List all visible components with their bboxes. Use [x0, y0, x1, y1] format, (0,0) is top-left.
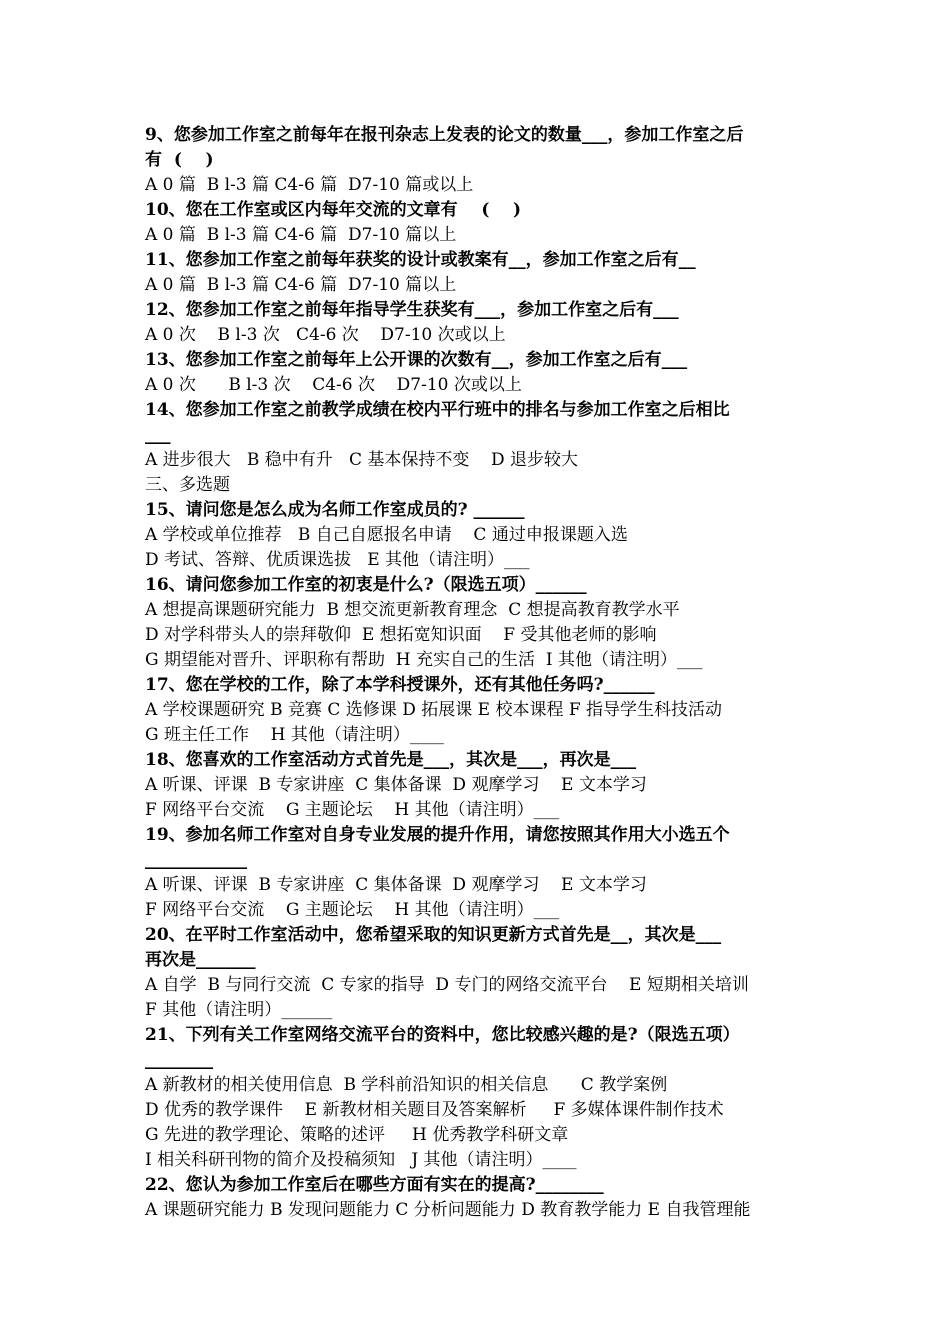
option-line: A 自学 B 与同行交流 C 专家的指导 D 专门的网络交流平台 E 短期相关培训 [145, 975, 749, 995]
question-line: 17、您在学校的工作，除了本学科授课外，还有其他任务吗?______ [145, 675, 655, 695]
question-line: ________ [145, 1050, 213, 1070]
question-line: 13、您参加工作室之前每年上公开课的次数有__，参加工作室之后有___ [145, 350, 688, 370]
option-line: A 0 篇 B l-3 篇 C4-6 篇 D7-10 篇以上 [145, 225, 457, 245]
option-line: A 课题研究能力 B 发现问题能力 C 分析问题能力 D 教育教学能力 E 自我管理能 [145, 1200, 751, 1220]
option-line: A 进步很大 B 稳中有升 C 基本保持不变 D 退步较大 [145, 450, 579, 470]
question-line: 有 ( ) [145, 150, 214, 170]
option-line: A 想提高课题研究能力 B 想交流更新教育理念 C 想提高教育教学水平 [145, 600, 680, 620]
option-line: A 学校课题研究 B 竞赛 C 选修课 D 拓展课 E 校本课程 F 指导学生科技活动 [145, 700, 723, 720]
option-line: G 期望能对晋升、评职称有帮助 H 充实自己的生活 I 其他（请注明）___ [145, 650, 703, 670]
question-line: 12、您参加工作室之前每年指导学生获奖有___，参加工作室之后有___ [145, 300, 679, 320]
question-line: 21、下列有关工作室网络交流平台的资料中，您比较感兴趣的是?（限选五项） [145, 1025, 740, 1045]
question-line: 11、您参加工作室之前每年获奖的设计或教案有__，参加工作室之后有__ [145, 250, 696, 270]
question-line: 再次是_______ [145, 950, 256, 970]
option-line: F 其他（请注明）______ [145, 1000, 333, 1020]
question-line: 15、请问您是怎么成为名师工作室成员的? ______ [145, 500, 525, 520]
question-line: 9、您参加工作室之前每年在报刊杂志上发表的论文的数量___，参加工作室之后 [145, 125, 744, 145]
option-line: A 0 篇 B l-3 篇 C4-6 篇 D7-10 篇以上 [145, 275, 457, 295]
question-line: ____________ [145, 850, 247, 870]
question-line: 20、在平时工作室活动中，您希望采取的知识更新方式首先是__，其次是___ [145, 925, 722, 945]
option-line: D 对学科带头人的崇拜敬仰 E 想拓宽知识面 F 受其他老师的影响 [145, 625, 657, 645]
option-line: 三、多选题 [145, 475, 230, 495]
question-line: 10、您在工作室或区内每年交流的文章有 ( ) [145, 200, 522, 220]
option-line: A 听课、评课 B 专家讲座 C 集体备课 D 观摩学习 E 文本学习 [145, 875, 647, 895]
option-line: A 0 次 B l-3 次 C4-6 次 D7-10 次或以上 [145, 375, 522, 395]
option-line: A 新教材的相关使用信息 B 学科前沿知识的相关信息 C 教学案例 [145, 1075, 668, 1095]
option-line: A 学校或单位推荐 B 自己自愿报名申请 C 通过申报课题入选 [145, 525, 628, 545]
question-line: 19、参加名师工作室对自身专业发展的提升作用，请您按照其作用大小选五个 [145, 825, 730, 845]
option-line: G 先进的教学理论、策略的述评 H 优秀教学科研文章 [145, 1125, 569, 1145]
question-line: 18、您喜欢的工作室活动方式首先是___，其次是___，再次是___ [145, 750, 637, 770]
document-body [145, 123, 825, 1223]
option-line: A 听课、评课 B 专家讲座 C 集体备课 D 观摩学习 E 文本学习 [145, 775, 647, 795]
option-line: D 优秀的教学课件 E 新教材相关题目及答案解析 F 多媒体课件制作技术 [145, 1100, 724, 1120]
question-line: ___ [145, 425, 171, 445]
question-line: 22、您认为参加工作室后在哪些方面有实在的提高?________ [145, 1175, 604, 1195]
question-line: 14、您参加工作室之前教学成绩在校内平行班中的排名与参加工作室之后相比 [145, 400, 730, 420]
option-line: I 相关科研刊物的简介及投稿须知 J 其他（请注明）____ [145, 1150, 577, 1170]
option-line: A 0 次 B l-3 次 C4-6 次 D7-10 次或以上 [145, 325, 506, 345]
option-line: G 班主任工作 H 其他（请注明）____ [145, 725, 444, 745]
option-line: F 网络平台交流 G 主题论坛 H 其他（请注明）___ [145, 900, 560, 920]
option-line: F 网络平台交流 G 主题论坛 H 其他（请注明）___ [145, 800, 560, 820]
option-line: D 考试、答辩、优质课选拔 E 其他（请注明）___ [145, 550, 530, 570]
option-line: A 0 篇 B l-3 篇 C4-6 篇 D7-10 篇或以上 [145, 175, 474, 195]
question-line: 16、请问您参加工作室的初衷是什么?（限选五项）______ [145, 575, 587, 595]
